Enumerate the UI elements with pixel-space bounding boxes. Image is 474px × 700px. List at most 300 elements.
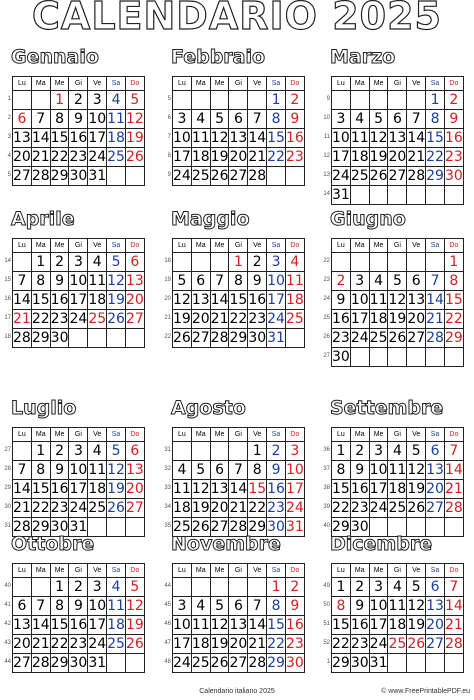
day-cell: 25 (191, 167, 210, 184)
month-table (331, 427, 464, 537)
day-cell: 28 (444, 499, 463, 516)
day-cell: 8 (50, 597, 69, 616)
week-number: 21 (164, 315, 171, 321)
week-number: 24 (323, 296, 330, 302)
day-cell: 27 (125, 499, 144, 516)
weekday-header: Ve (248, 564, 267, 578)
day-cell: 30 (350, 518, 369, 535)
empty-cell (191, 578, 210, 597)
day-cell: 3 (69, 253, 88, 272)
week-row (332, 616, 464, 635)
empty-cell (285, 329, 304, 348)
day-cell: 23 (285, 635, 304, 652)
day-cell: 11 (107, 597, 125, 614)
day-cell: 2 (350, 578, 369, 597)
week-number: 34 (164, 504, 171, 510)
day-cell: 1 (50, 91, 69, 110)
day-cell: 20 (229, 148, 248, 165)
day-cell: 20 (191, 310, 210, 327)
day-cell: 4 (388, 442, 407, 461)
week-number: 3 (7, 134, 11, 140)
day-cell: 25 (388, 635, 407, 652)
day-cell: 16 (285, 616, 304, 633)
day-cell: 3 (88, 91, 107, 110)
day-cell: 22 (426, 148, 444, 165)
day-cell: 30 (267, 518, 285, 535)
week-number: 35 (164, 523, 171, 529)
weekday-header: Do (285, 428, 304, 442)
day-cell: 22 (332, 499, 350, 516)
day-cell: 17 (69, 480, 88, 497)
day-cell: 13 (13, 616, 31, 633)
day-cell: 11 (107, 110, 125, 127)
day-cell: 8 (332, 461, 351, 480)
week-number: 46 (164, 621, 171, 627)
week-number: 51 (323, 621, 330, 627)
day-cell: 29 (267, 654, 285, 671)
weekday-header: Gi (229, 77, 248, 91)
day-cell: 30 (50, 518, 69, 535)
day-cell: 14 (407, 129, 426, 146)
day-cell: 14 (229, 480, 248, 497)
day-cell: 19 (125, 129, 144, 146)
empty-cell (13, 578, 32, 597)
week-row (13, 329, 145, 348)
day-cell: 26 (210, 654, 229, 671)
week-number: 2 (7, 115, 11, 121)
day-cell: 17 (88, 129, 107, 146)
week-number: 14 (323, 191, 330, 197)
empty-cell (332, 253, 351, 272)
day-cell: 6 (407, 272, 426, 291)
day-cell: 27 (210, 518, 229, 535)
empty-cell (350, 348, 369, 367)
day-cell: 10 (285, 461, 304, 478)
day-cell: 2 (69, 91, 88, 110)
day-cell: 22 (332, 635, 350, 652)
day-cell: 26 (407, 635, 426, 652)
day-cell: 15 (444, 291, 463, 308)
day-cell: 16 (444, 129, 463, 146)
day-cell: 2 (332, 272, 351, 291)
day-cell: 8 (267, 110, 286, 129)
weekday-header: Sa (267, 239, 286, 253)
day-cell: 6 (388, 110, 407, 129)
day-cell: 5 (173, 272, 192, 291)
month-table (172, 238, 305, 348)
day-cell: 19 (125, 616, 144, 633)
day-cell: 29 (248, 518, 267, 535)
day-cell: 9 (50, 461, 69, 480)
day-cell: 12 (388, 291, 407, 308)
weekday-header: Do (125, 564, 144, 578)
empty-cell (125, 654, 144, 673)
day-cell: 10 (173, 616, 191, 633)
day-cell: 31 (285, 518, 304, 535)
day-cell: 26 (388, 329, 407, 346)
day-cell: 8 (267, 597, 286, 616)
day-cell: 27 (13, 654, 31, 671)
day-cell: 13 (229, 129, 248, 146)
weekday-header: Sa (107, 428, 126, 442)
month-table (12, 563, 145, 673)
day-cell: 15 (31, 291, 50, 308)
empty-cell (407, 186, 426, 205)
day-cell: 21 (444, 616, 463, 633)
page-title: CALENDARIO 2025 (32, 0, 442, 38)
week-row (332, 310, 464, 329)
day-cell: 9 (332, 291, 351, 310)
day-cell: 22 (50, 635, 69, 652)
day-cell: 10 (350, 291, 369, 308)
day-cell: 9 (248, 272, 267, 291)
day-cell: 14 (248, 616, 267, 633)
day-cell: 18 (350, 148, 369, 165)
day-cell: 22 (267, 635, 285, 652)
weekday-header: Ma (191, 564, 210, 578)
day-cell: 18 (88, 291, 107, 308)
day-cell: 21 (13, 499, 31, 516)
day-cell: 16 (248, 291, 267, 308)
week-numbers (321, 577, 330, 672)
week-row (332, 635, 464, 654)
week-row (332, 597, 464, 616)
week-row (173, 480, 305, 499)
week-row (332, 291, 464, 310)
day-cell: 15 (31, 480, 50, 497)
weekday-header: Me (50, 564, 69, 578)
week-number: 16 (4, 296, 11, 302)
day-cell: 26 (125, 635, 144, 652)
day-cell: 23 (50, 499, 69, 516)
day-cell: 5 (125, 578, 144, 597)
day-cell: 28 (407, 167, 426, 184)
weekday-header: Gi (69, 564, 88, 578)
day-cell: 4 (285, 253, 304, 272)
empty-cell (125, 518, 144, 537)
empty-cell (173, 91, 192, 110)
week-number: 1 (7, 96, 11, 102)
day-cell: 7 (407, 110, 426, 129)
day-cell: 20 (388, 148, 407, 165)
weekday-header: Ve (248, 428, 267, 442)
day-cell: 24 (173, 654, 191, 671)
day-cell: 19 (107, 480, 125, 497)
empty-cell (248, 91, 267, 110)
month-name: Settembre (330, 397, 444, 419)
week-row (173, 616, 305, 635)
day-cell: 18 (191, 635, 210, 652)
empty-cell (350, 253, 369, 272)
day-cell: 8 (229, 272, 248, 291)
day-cell: 6 (229, 597, 248, 616)
empty-cell (388, 348, 407, 367)
day-cell: 22 (50, 148, 69, 165)
day-cell: 12 (210, 616, 229, 633)
day-cell: 11 (350, 129, 369, 146)
empty-cell (107, 329, 126, 348)
empty-cell (210, 578, 229, 597)
weekday-header: Do (285, 77, 304, 91)
day-cell: 19 (388, 310, 407, 327)
weekday-header: Lu (13, 428, 32, 442)
day-cell: 4 (88, 442, 107, 461)
weekday-header: Gi (69, 428, 88, 442)
day-cell: 2 (285, 578, 304, 597)
empty-cell (426, 654, 445, 673)
weekday-header: Me (369, 428, 388, 442)
day-cell: 19 (369, 148, 388, 165)
day-cell: 5 (369, 110, 388, 129)
weekday-header: Lu (173, 564, 192, 578)
day-cell: 21 (444, 480, 463, 497)
day-cell: 30 (444, 167, 463, 184)
week-row (13, 253, 145, 272)
week-number: 49 (323, 583, 330, 589)
day-cell: 29 (50, 167, 69, 184)
week-row (332, 499, 464, 518)
day-cell: 30 (285, 654, 304, 671)
empty-cell (426, 348, 445, 367)
empty-cell (210, 91, 229, 110)
day-cell: 15 (332, 480, 350, 497)
day-cell: 3 (267, 253, 286, 272)
day-cell: 10 (369, 597, 388, 614)
day-cell: 21 (248, 635, 267, 652)
month-table (331, 563, 464, 673)
empty-cell (229, 442, 248, 461)
day-cell: 15 (267, 616, 285, 633)
empty-cell (31, 578, 50, 597)
week-number: 44 (4, 659, 11, 665)
empty-cell (125, 329, 144, 348)
day-cell: 17 (285, 480, 304, 497)
weekday-header: Do (125, 239, 144, 253)
week-row (173, 635, 305, 654)
day-cell: 18 (369, 310, 388, 327)
day-cell: 7 (229, 461, 248, 480)
day-cell: 5 (191, 461, 210, 480)
week-number: 23 (323, 277, 330, 283)
day-cell: 28 (426, 329, 444, 346)
day-cell: 13 (426, 461, 444, 478)
week-numbers (321, 90, 330, 204)
day-cell: 29 (332, 654, 350, 671)
day-cell: 5 (107, 442, 126, 461)
day-cell: 1 (426, 91, 445, 110)
weekday-header: Do (444, 564, 463, 578)
weekday-header: Ve (88, 564, 107, 578)
weekday-header: Me (50, 239, 69, 253)
day-cell: 31 (88, 167, 107, 184)
day-cell: 26 (107, 310, 125, 327)
week-row (13, 635, 145, 654)
weekday-header: Sa (267, 77, 286, 91)
empty-cell (444, 348, 463, 367)
day-cell: 10 (332, 129, 350, 146)
day-cell: 27 (13, 167, 31, 184)
weekday-header: Do (125, 77, 144, 91)
day-cell: 9 (69, 110, 88, 129)
day-cell: 13 (426, 597, 444, 614)
week-row (173, 578, 305, 597)
week-row (332, 110, 464, 129)
empty-cell (369, 91, 388, 110)
day-cell: 28 (229, 518, 248, 535)
day-cell: 25 (107, 148, 125, 165)
week-row (13, 148, 145, 167)
weekday-header: Ma (350, 564, 369, 578)
day-cell: 23 (350, 499, 369, 516)
day-cell: 20 (210, 499, 229, 516)
week-number: 20 (164, 296, 171, 302)
day-cell: 10 (69, 272, 88, 289)
day-cell: 24 (369, 635, 388, 652)
day-cell: 17 (369, 616, 388, 633)
weekday-header: Ma (350, 77, 369, 91)
day-cell: 6 (210, 461, 229, 480)
weekday-header: Sa (426, 564, 445, 578)
day-cell: 6 (229, 110, 248, 129)
day-cell: 11 (369, 291, 388, 308)
week-number: 40 (323, 523, 330, 529)
week-number: 47 (164, 640, 171, 646)
empty-cell (13, 253, 32, 272)
day-cell: 16 (350, 616, 369, 633)
empty-cell (69, 329, 88, 348)
empty-cell (369, 253, 388, 272)
week-row (332, 329, 464, 348)
day-cell: 16 (50, 291, 69, 308)
weekday-header: Gi (388, 428, 407, 442)
day-cell: 21 (210, 310, 229, 327)
day-cell: 12 (125, 110, 144, 127)
day-cell: 25 (191, 654, 210, 671)
day-cell: 27 (229, 654, 248, 671)
week-row (332, 186, 464, 205)
day-cell: 25 (369, 329, 388, 346)
week-number: 36 (323, 447, 330, 453)
week-row (173, 253, 305, 272)
empty-cell (388, 91, 407, 110)
week-row (173, 442, 305, 461)
day-cell: 18 (88, 480, 107, 497)
empty-cell (107, 654, 126, 673)
weekday-header: Ma (191, 428, 210, 442)
day-cell: 26 (210, 167, 229, 184)
day-cell: 23 (444, 148, 463, 165)
day-cell: 29 (426, 167, 444, 184)
week-number: 4 (7, 153, 11, 159)
day-cell: 21 (31, 635, 50, 652)
week-row (13, 91, 145, 110)
day-cell: 10 (267, 272, 285, 289)
day-cell: 18 (107, 129, 125, 146)
day-cell: 7 (248, 110, 267, 129)
day-cell: 7 (248, 597, 267, 616)
week-number: 18 (4, 334, 11, 340)
weekday-header: Ma (31, 564, 50, 578)
day-cell: 30 (248, 329, 267, 346)
empty-cell (350, 186, 369, 205)
empty-cell (388, 253, 407, 272)
weekday-header: Lu (332, 428, 351, 442)
weekday-header: Do (444, 239, 463, 253)
day-cell: 14 (13, 291, 31, 308)
day-cell: 25 (107, 635, 125, 652)
day-cell: 19 (210, 635, 229, 652)
day-cell: 2 (50, 253, 69, 272)
week-number: 39 (323, 504, 330, 510)
day-cell: 7 (426, 272, 445, 291)
day-cell: 13 (388, 129, 407, 146)
footer-caption: Calendario italiano 2025 (199, 688, 275, 695)
weekday-header: Sa (107, 564, 126, 578)
day-cell: 11 (388, 461, 407, 478)
weekday-header: Lu (173, 239, 192, 253)
day-cell: 12 (107, 461, 125, 478)
week-row (173, 461, 305, 480)
weekday-header: Gi (388, 564, 407, 578)
empty-cell (369, 186, 388, 205)
week-row (332, 348, 464, 367)
day-cell: 19 (191, 499, 210, 516)
day-cell: 20 (407, 310, 426, 327)
day-cell: 23 (332, 329, 350, 346)
day-cell: 19 (407, 480, 426, 497)
week-row (13, 480, 145, 499)
day-cell: 4 (191, 597, 210, 616)
day-cell: 18 (388, 480, 407, 497)
week-number: 28 (4, 466, 11, 472)
empty-cell (173, 578, 192, 597)
week-numbers (321, 441, 330, 536)
day-cell: 27 (407, 329, 426, 346)
day-cell: 10 (69, 461, 88, 478)
day-cell: 29 (332, 518, 350, 535)
week-number: 17 (4, 315, 11, 321)
day-cell: 14 (444, 461, 463, 478)
week-row (173, 91, 305, 110)
empty-cell (173, 442, 192, 461)
day-cell: 8 (332, 597, 351, 616)
day-cell: 28 (31, 167, 50, 184)
day-cell: 25 (388, 499, 407, 516)
day-cell: 3 (369, 578, 388, 597)
day-cell: 1 (31, 442, 50, 461)
day-cell: 8 (444, 272, 463, 291)
day-cell: 19 (173, 310, 191, 327)
week-row (332, 480, 464, 499)
month-name: Febbraio (171, 46, 266, 68)
week-row (13, 654, 145, 673)
day-cell: 2 (50, 442, 69, 461)
month-name: Marzo (330, 46, 396, 68)
week-numbers (162, 90, 171, 185)
day-cell: 2 (444, 91, 463, 110)
day-cell: 29 (31, 329, 50, 346)
weekday-header: Gi (69, 239, 88, 253)
day-cell: 24 (369, 499, 388, 516)
month-name: Gennaio (11, 46, 99, 68)
week-row (332, 461, 464, 480)
week-row (332, 272, 464, 291)
day-cell: 30 (69, 654, 88, 671)
day-cell: 31 (69, 518, 88, 535)
day-cell: 16 (285, 129, 304, 146)
day-cell: 17 (173, 635, 191, 652)
weekday-header: Gi (229, 564, 248, 578)
